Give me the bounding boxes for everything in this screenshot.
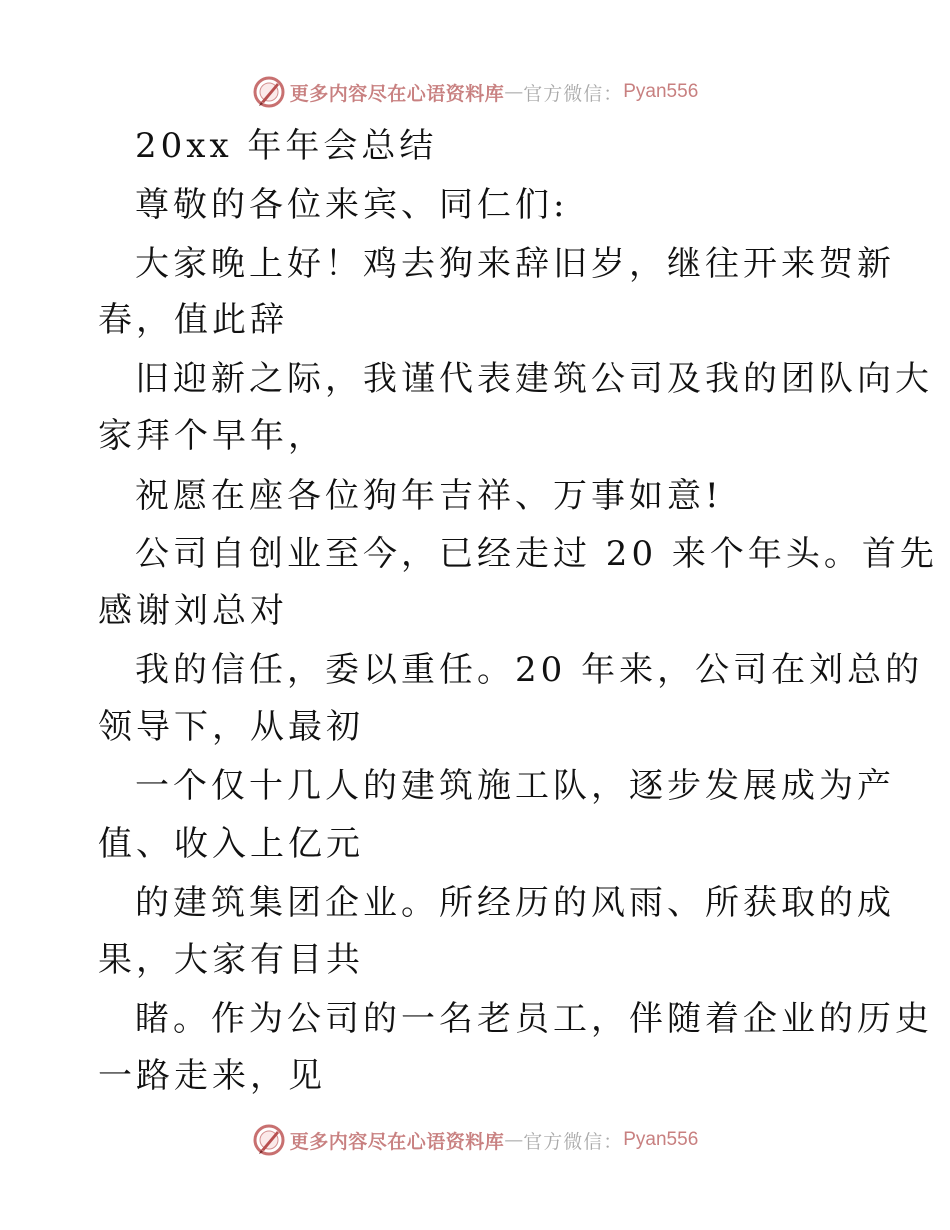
body-line: 家拜个早年， [98, 416, 326, 456]
body-line: 一个仅十几人的建筑施工队，逐步发展成为产 [135, 766, 895, 806]
body-line: 我的信任，委以重任。20 年来，公司在刘总的 [135, 650, 924, 690]
body-line: 值、收入上亿元 [98, 824, 364, 864]
watermark-wechat-id: Pyan556 [623, 81, 699, 102]
salutation: 尊敬的各位来宾、同仁们: [135, 185, 569, 225]
document-title: 20xx 年年会总结 [135, 126, 438, 166]
body-line: 领导下，从最初 [98, 707, 364, 747]
footer-watermark [0, 1120, 950, 1160]
body-line: 果，大家有目共 [98, 940, 364, 980]
quill-logo-icon [252, 1123, 286, 1157]
quill-logo-icon [252, 75, 286, 109]
watermark-dash: — [504, 81, 524, 103]
watermark-wechat-id: Pyan556 [623, 1129, 699, 1150]
watermark-main-text: 更多内容尽在心语资料库 [289, 82, 505, 105]
header-watermark [0, 72, 950, 112]
body-line: 春，值此辞 [98, 300, 288, 340]
body-line: 的建筑集团企业。所经历的风雨、所获取的成 [135, 883, 895, 923]
body-line: 祝愿在座各位狗年吉祥、万事如意! [135, 476, 723, 516]
body-line: 睹。作为公司的一名老员工，伴随着企业的历史 [135, 999, 933, 1039]
body-line: 感谢刘总对 [98, 591, 288, 631]
body-line: 公司自创业至今，已经走过 20 来个年头。首先 [135, 534, 938, 574]
watermark-main-text: 更多内容尽在心语资料库 [289, 1130, 505, 1153]
watermark-dash: — [504, 1129, 524, 1151]
body-line: 大家晚上好！鸡去狗来辞旧岁，继往开来贺新 [135, 244, 895, 284]
watermark-wechat-label: 官方微信： [523, 1130, 624, 1153]
body-line: 旧迎新之际，我谨代表建筑公司及我的团队向大 [135, 359, 933, 399]
body-line: 一路走来，见 [98, 1056, 326, 1096]
watermark-wechat-label: 官方微信： [523, 82, 624, 105]
